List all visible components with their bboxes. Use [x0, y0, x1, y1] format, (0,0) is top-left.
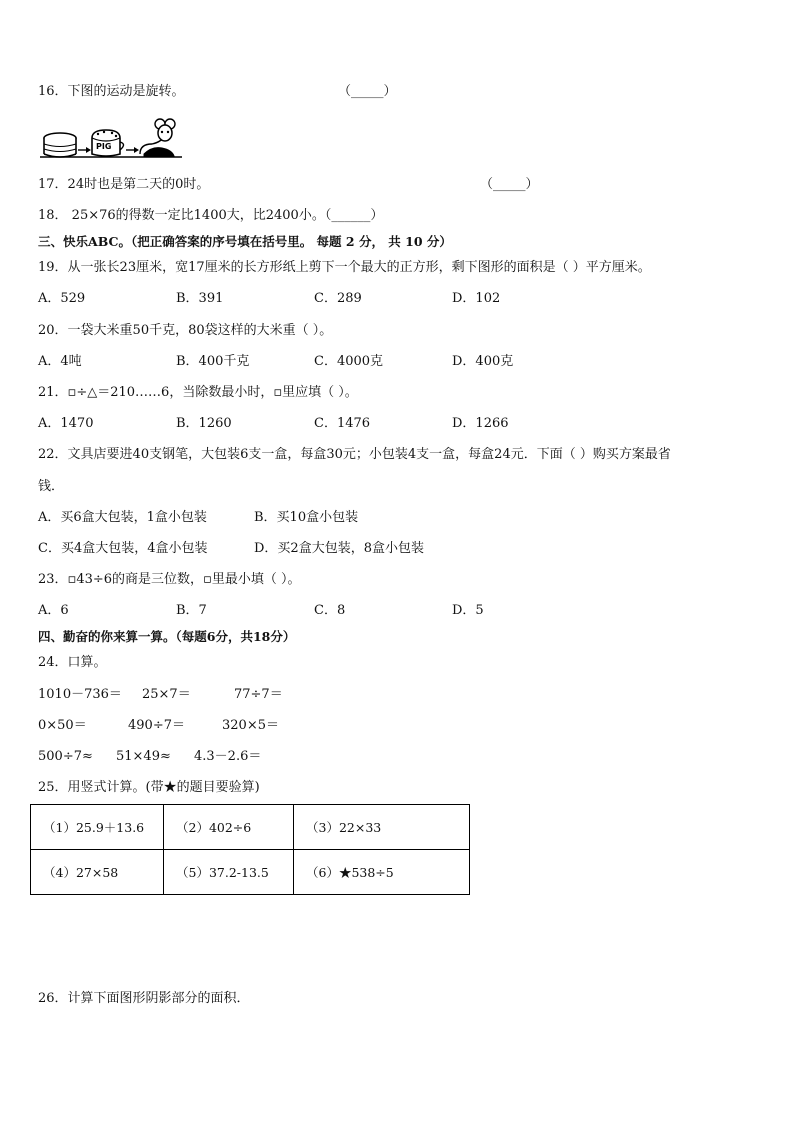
q22-text-line2: 钱． [38, 479, 65, 494]
cake-icon [44, 133, 76, 157]
arrow-icon [78, 147, 91, 153]
q23-option-a[interactable]: A．6 [38, 603, 69, 618]
table-cell: （6）★538÷5 [294, 850, 470, 895]
q22-option-b[interactable]: B．买10盒小包装 [254, 510, 359, 525]
q22-option-d[interactable]: D．买2盒大包装，8盒小包装 [254, 541, 424, 556]
q19-text: 19．从一张长23厘米，宽17厘米的长方形纸上剪下一个最大的正方形，剩下图形的面积是（ ）平方厘米。 [38, 260, 651, 275]
section3-title: 三、快乐ABC。（把正确答案的序号填在括号里。 每题 2 分， 共 10 分） [38, 234, 452, 249]
table-cell: （2）402÷6 [164, 805, 294, 850]
q23-option-c[interactable]: C．8 [314, 603, 346, 618]
pig-label: PIG [96, 142, 112, 151]
mental-calc-item: 320×5＝ [222, 718, 279, 733]
mental-calc-item: 500÷7≈ [38, 749, 93, 764]
q17-text: 17．24时也是第二天的0时。 [38, 177, 210, 192]
q20-option-a[interactable]: A．4吨 [38, 354, 82, 369]
vertical-calc-table [30, 804, 470, 895]
table-cell: （5）37.2-13.5 [164, 850, 294, 895]
q22-option-c[interactable]: C．买4盒大包装，4盒小包装 [38, 541, 208, 556]
mouse-icon [140, 119, 175, 156]
q21-option-b[interactable]: B．1260 [176, 416, 232, 431]
q20-text: 20．一袋大米重50千克，80袋这样的大米重（ ）。 [38, 323, 333, 338]
pig-mug-icon [92, 130, 124, 156]
q23-option-d[interactable]: D．5 [452, 603, 484, 618]
q23-text: 23．▫43÷6的商是三位数，▫里最小填（ ）。 [38, 572, 301, 587]
table-row [31, 805, 470, 850]
mental-calc-item: 4.3－2.6＝ [194, 749, 262, 764]
mental-calc-item: 77÷7＝ [234, 687, 283, 702]
q22-option-a[interactable]: A．买6盒大包装，1盒小包装 [38, 510, 207, 525]
q19-option-d[interactable]: D．102 [452, 291, 501, 306]
q21-option-c[interactable]: C．1476 [314, 416, 371, 431]
q20-option-c[interactable]: C．4000克 [314, 354, 384, 369]
mental-calc-item: 1010－736＝ [38, 687, 122, 702]
q17-answer-blank[interactable]: （_____） [480, 177, 539, 192]
q21-option-a[interactable]: A．1470 [38, 416, 94, 431]
mental-calc-item: 25×7＝ [142, 687, 191, 702]
q20-option-b[interactable]: B．400千克 [176, 354, 250, 369]
q21-text: 21．▫÷△＝210……6，当除数最小时，▫里应填（ ）。 [38, 385, 358, 400]
mental-calc-item: 51×49≈ [116, 749, 171, 764]
q21-option-d[interactable]: D．1266 [452, 416, 509, 431]
table-row [31, 850, 470, 895]
section4-title: 四、勤奋的你来算一算。（每题6分，共18分） [38, 629, 296, 644]
mental-calc-item: 490÷7＝ [128, 718, 185, 733]
q19-option-c[interactable]: C．289 [314, 291, 362, 306]
q23-option-b[interactable]: B．7 [176, 603, 207, 618]
q26-text: 26．计算下面图形阴影部分的面积． [38, 991, 250, 1006]
q19-option-a[interactable]: A．529 [38, 291, 86, 306]
q16-text: 16．下图的运动是旋转。 [38, 84, 185, 99]
table-cell: （4）27×58 [31, 850, 164, 895]
q16-answer-blank[interactable]: （_____） [338, 84, 397, 99]
q22-text-line1: 22．文具店要进40支钢笔，大包装6支一盒，每盒30元；小包装4支一盒，每盒24元．下面（ ）购买方案最省 [38, 447, 671, 462]
arrow-icon [126, 147, 139, 153]
table-cell: （1）25.9＋13.6 [31, 805, 164, 850]
q20-option-d[interactable]: D．400克 [452, 354, 514, 369]
rotation-figure [40, 116, 190, 162]
q19-option-b[interactable]: B．391 [176, 291, 224, 306]
q18-text: 18． 25×76的得数一定比1400大，比2400小。（______） [38, 208, 384, 223]
q25-text: 25．用竖式计算。(带★的题目要验算) [38, 780, 260, 795]
table-cell: （3）22×33 [294, 805, 470, 850]
mental-calc-item: 0×50＝ [38, 718, 87, 733]
q24-text: 24．口算。 [38, 655, 107, 670]
